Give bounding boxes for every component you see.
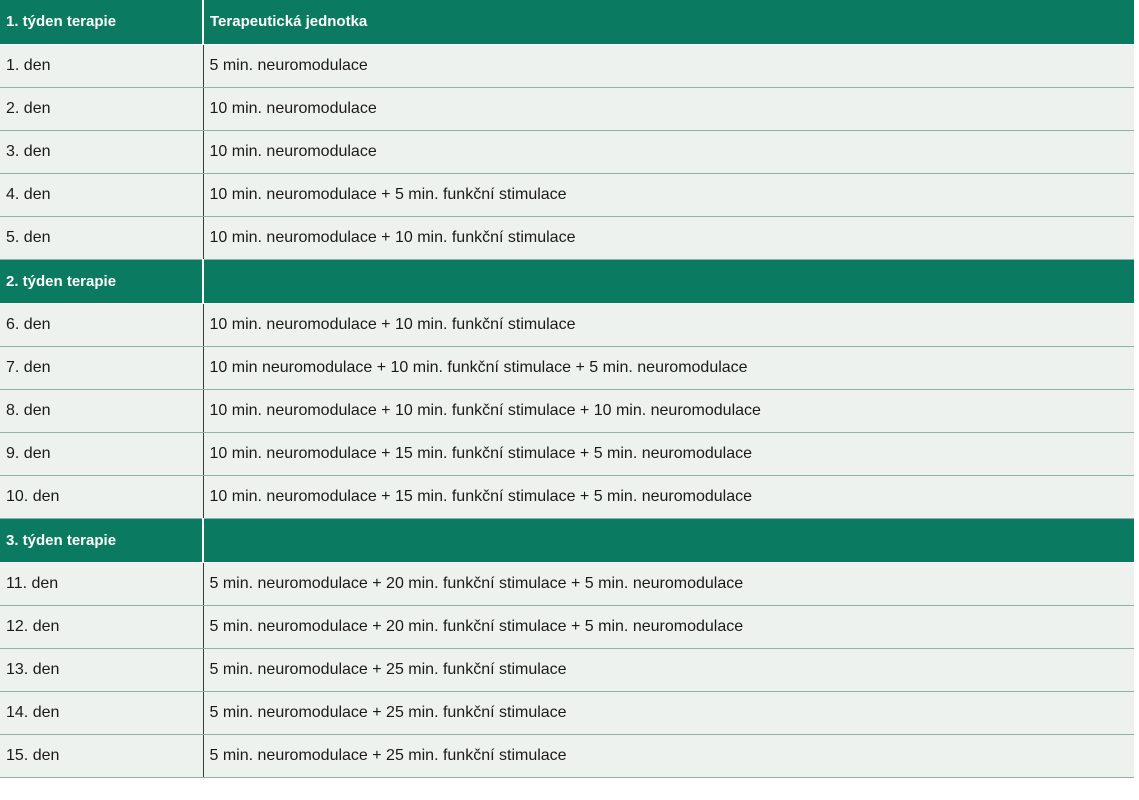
unit-cell: 10 min. neuromodulace + 15 min. funkční stimulace + 5 min. neuromodulace xyxy=(203,432,1134,475)
table-row xyxy=(0,44,1134,87)
unit-cell: 10 min. neuromodulace + 10 min. funkční stimulace + 10 min. neuromodulace xyxy=(203,389,1134,432)
day-cell: 4. den xyxy=(0,173,203,216)
week-header-row xyxy=(0,259,1134,303)
unit-cell: 5 min. neuromodulace + 20 min. funkční stimulace + 5 min. neuromodulace xyxy=(203,562,1134,605)
day-cell: 14. den xyxy=(0,691,203,734)
unit-cell: 10 min. neuromodulace xyxy=(203,87,1134,130)
table-row xyxy=(0,173,1134,216)
table-row xyxy=(0,475,1134,518)
day-cell: 3. den xyxy=(0,130,203,173)
day-cell: 11. den xyxy=(0,562,203,605)
week-label: 1. týden terapie xyxy=(0,0,203,44)
unit-cell: 10 min. neuromodulace + 10 min. funkční stimulace xyxy=(203,216,1134,259)
unit-cell: 5 min. neuromodulace + 25 min. funkční stimulace xyxy=(203,691,1134,734)
week-label: 3. týden terapie xyxy=(0,518,203,562)
table-row xyxy=(0,216,1134,259)
day-cell: 2. den xyxy=(0,87,203,130)
unit-cell: 5 min. neuromodulace + 25 min. funkční stimulace xyxy=(203,734,1134,777)
day-cell: 13. den xyxy=(0,648,203,691)
unit-cell: 5 min. neuromodulace + 25 min. funkční stimulace xyxy=(203,648,1134,691)
day-cell: 8. den xyxy=(0,389,203,432)
unit-cell: 10 min. neuromodulace + 15 min. funkční stimulace + 5 min. neuromodulace xyxy=(203,475,1134,518)
day-cell: 10. den xyxy=(0,475,203,518)
table-row xyxy=(0,734,1134,777)
unit-cell: 10 min. neuromodulace xyxy=(203,130,1134,173)
table-row xyxy=(0,432,1134,475)
day-cell: 7. den xyxy=(0,346,203,389)
day-cell: 15. den xyxy=(0,734,203,777)
day-cell: 9. den xyxy=(0,432,203,475)
day-cell: 1. den xyxy=(0,44,203,87)
table-row xyxy=(0,130,1134,173)
column-header-unit: Terapeutická jednotka xyxy=(203,0,1134,44)
day-cell: 12. den xyxy=(0,605,203,648)
week-header-row xyxy=(0,518,1134,562)
unit-cell: 10 min. neuromodulace + 5 min. funkční stimulace xyxy=(203,173,1134,216)
unit-cell: 10 min. neuromodulace + 10 min. funkční stimulace xyxy=(203,303,1134,346)
unit-cell: 5 min. neuromodulace + 20 min. funkční stimulace + 5 min. neuromodulace xyxy=(203,605,1134,648)
table-row xyxy=(0,605,1134,648)
week-header-empty-cell xyxy=(203,518,1134,562)
table-row xyxy=(0,346,1134,389)
table-row xyxy=(0,389,1134,432)
unit-cell: 10 min neuromodulace + 10 min. funkční stimulace + 5 min. neuromodulace xyxy=(203,346,1134,389)
table-row xyxy=(0,691,1134,734)
table-row xyxy=(0,303,1134,346)
table-row xyxy=(0,648,1134,691)
week-header-row xyxy=(0,0,1134,44)
table-row xyxy=(0,562,1134,605)
day-cell: 5. den xyxy=(0,216,203,259)
unit-cell: 5 min. neuromodulace xyxy=(203,44,1134,87)
week-label: 2. týden terapie xyxy=(0,259,203,303)
day-cell: 6. den xyxy=(0,303,203,346)
table-row xyxy=(0,87,1134,130)
week-header-empty-cell xyxy=(203,259,1134,303)
